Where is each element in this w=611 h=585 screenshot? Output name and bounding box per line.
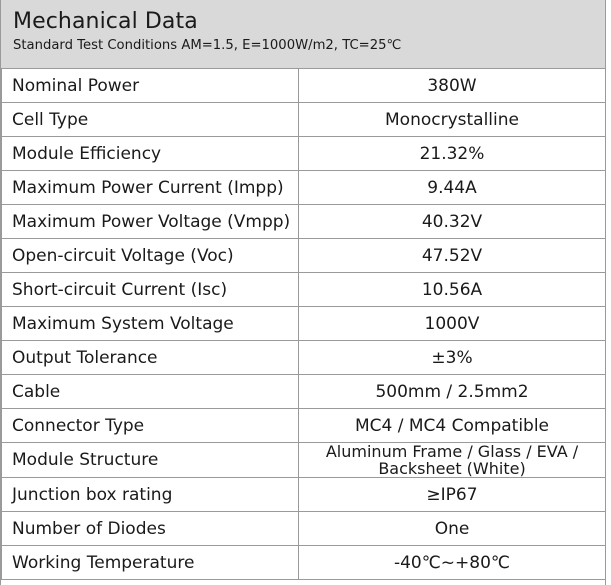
spec-value: 500mm / 2.5mm2: [299, 375, 606, 409]
table-row: [2, 205, 606, 239]
spec-value: 10.56A: [299, 273, 606, 307]
table-row: [2, 69, 606, 103]
spec-value: ±3%: [299, 341, 606, 375]
spec-label: Maximum Power Current (Impp): [2, 171, 299, 205]
spec-label: Nominal Power: [2, 69, 299, 103]
spec-label: Cell Type: [2, 103, 299, 137]
spec-value: 380W: [299, 69, 606, 103]
spec-label: Maximum System Voltage: [2, 307, 299, 341]
spec-value: -40℃~+80℃: [299, 546, 606, 580]
table-row: [2, 137, 606, 171]
table-row: [2, 478, 606, 512]
spec-label: Working Temperature: [2, 546, 299, 580]
spec-label: Output Tolerance: [2, 341, 299, 375]
table-row: [2, 409, 606, 443]
table-row: [2, 512, 606, 546]
spec-label: Junction box rating: [2, 478, 299, 512]
table-row: [2, 273, 606, 307]
spec-table: [1, 68, 606, 580]
table-row: [2, 171, 606, 205]
section-header: [1, 0, 605, 68]
table-row: [2, 375, 606, 409]
test-conditions-subtitle: Standard Test Conditions AM=1.5, E=1000W/m2, TC=25℃: [13, 38, 402, 53]
table-row: [2, 307, 606, 341]
spec-value: 21.32%: [299, 137, 606, 171]
table-row: [2, 103, 606, 137]
table-row: [2, 546, 606, 580]
spec-value: MC4 / MC4 Compatible: [299, 409, 606, 443]
spec-label: Maximum Power Voltage (Vmpp): [2, 205, 299, 239]
spec-label: Connector Type: [2, 409, 299, 443]
spec-label: Short-circuit Current (Isc): [2, 273, 299, 307]
spec-value: 40.32V: [299, 205, 606, 239]
spec-value: One: [299, 512, 606, 546]
table-row: [2, 341, 606, 375]
spec-label: Module Efficiency: [2, 137, 299, 171]
section-title: Mechanical Data: [13, 9, 198, 34]
spec-value: 47.52V: [299, 239, 606, 273]
spec-value: 9.44A: [299, 171, 606, 205]
spec-label: Number of Diodes: [2, 512, 299, 546]
table-row: [2, 443, 606, 478]
spec-label: Cable: [2, 375, 299, 409]
spec-value: Aluminum Frame / Glass / EVA / Backsheet (White): [299, 443, 606, 478]
spec-value: ≥IP67: [299, 478, 606, 512]
spec-value: 1000V: [299, 307, 606, 341]
spec-label: Module Structure: [2, 443, 299, 478]
spec-value: Monocrystalline: [299, 103, 606, 137]
table-row: [2, 239, 606, 273]
spec-label: Open-circuit Voltage (Voc): [2, 239, 299, 273]
